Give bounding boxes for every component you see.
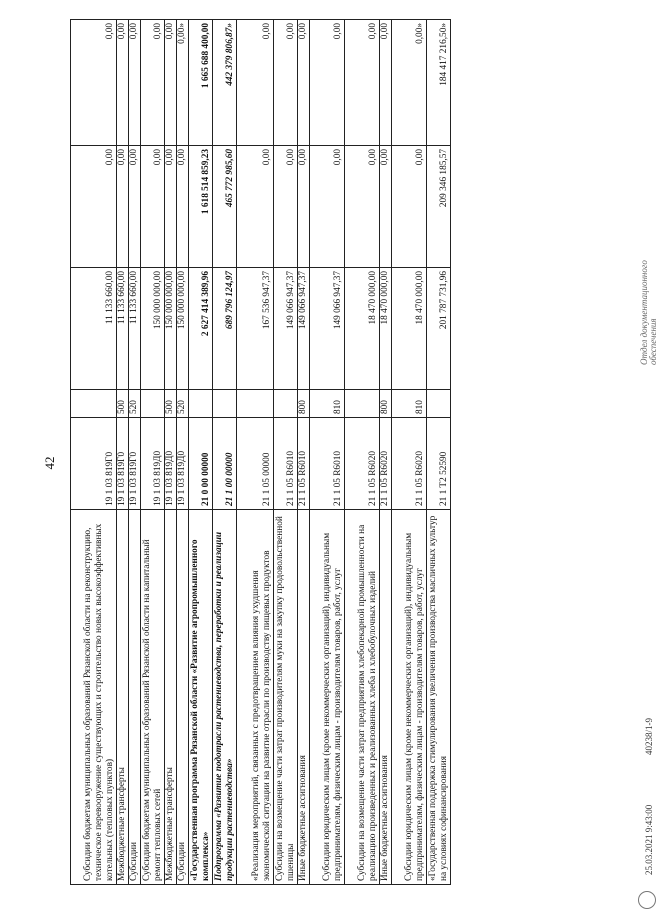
row-amount-year3: 0,00 — [345, 20, 380, 146]
row-amount-year2: 0,00 — [141, 146, 165, 268]
table-row — [427, 20, 451, 885]
row-amount-year2: 1 618 514 859,23 — [189, 146, 213, 268]
row-expense-type: 800 — [298, 390, 310, 418]
row-amount-year1: 18 470 000,00 — [380, 268, 392, 390]
row-expense-type — [274, 390, 298, 418]
row-amount-year1: 689 796 124,97 — [213, 268, 237, 390]
page-number: 42 — [42, 456, 57, 470]
row-code: 21 1 05 R6010 — [274, 418, 298, 510]
row-amount-year3: 0,00 — [380, 20, 392, 146]
row-name: Субсидии бюджетам муниципальных образований Рязанской области на капитальный ремонт тепловых сетей — [141, 510, 165, 885]
row-amount-year2: 0,00 — [392, 146, 427, 268]
table-row — [165, 20, 177, 885]
row-amount-year2: 465 772 985,60 — [213, 146, 237, 268]
row-code: 21 1 00 00000 — [213, 418, 237, 510]
row-amount-year1: 18 470 000,00 — [392, 268, 427, 390]
row-amount-year1: 11 133 660,00 — [71, 268, 117, 390]
row-expense-type — [71, 390, 117, 418]
table-row — [189, 20, 213, 885]
row-code: 21 1 05 00000 — [237, 418, 274, 510]
department-stamp: Отдел документационного обеспечения — [639, 260, 658, 365]
row-amount-year1: 2 627 414 389,96 — [189, 268, 213, 390]
row-name: Субсидии на возмещение части затрат предприятиям хлебопекарной промышленности на реализацию произведенных и реализованных хлеба и хлебобулочных изделий — [345, 510, 380, 885]
row-expense-type: 810 — [310, 390, 345, 418]
row-expense-type: 500 — [165, 390, 177, 418]
row-amount-year2: 0,00 — [380, 146, 392, 268]
table-container — [70, 20, 658, 885]
row-amount-year3: 0,00 — [71, 20, 117, 146]
row-amount-year2: 0,00 — [237, 146, 274, 268]
row-amount-year2: 0,00 — [71, 146, 117, 268]
row-code: 19 1 03 819Д0 — [141, 418, 165, 510]
row-name: Подпрограмма «Развитие подотрасли растениеводства, переработки и реализации продукции растениеводства» — [213, 510, 237, 885]
row-amount-year1: 18 470 000,00 — [345, 268, 380, 390]
row-amount-year3: 0,00» — [392, 20, 427, 146]
row-amount-year2: 0,00 — [298, 146, 310, 268]
row-code: 19 1 03 819Г0 — [129, 418, 141, 510]
table-row — [310, 20, 345, 885]
row-amount-year3: 0,00 — [237, 20, 274, 146]
row-amount-year3: 0,00 — [141, 20, 165, 146]
row-name: Субсидии бюджетам муниципальных образований Рязанской области на реконструкцию, техническое перевооружение существующих и строительство новых высокоэффективных котельных (тепловых пунктов) — [71, 510, 117, 885]
row-expense-type — [345, 390, 380, 418]
row-amount-year3: 0,00 — [310, 20, 345, 146]
row-name: Субсидии юридическим лицам (кроме некоммерческих организаций), индивидуальным предпринимателям, физическим лицам - производителям товаров, работ, услуг — [310, 510, 345, 885]
row-amount-year3: 0,00 — [129, 20, 141, 146]
document-logo-icon — [638, 891, 656, 909]
rotated-page-content — [70, 20, 658, 885]
row-expense-type — [427, 390, 451, 418]
row-code: 19 1 03 819Д0 — [165, 418, 177, 510]
row-code: 21 1 05 R6010 — [310, 418, 345, 510]
row-code: 19 1 03 819Д0 — [177, 418, 189, 510]
budget-table — [70, 19, 451, 885]
row-name: Субсидии — [129, 510, 141, 885]
table-row — [345, 20, 380, 885]
table-row — [129, 20, 141, 885]
table-row — [71, 20, 117, 885]
row-code: 21 1 05 R6020 — [380, 418, 392, 510]
row-code: 21 1 05 R6020 — [345, 418, 380, 510]
row-amount-year3: 0,00» — [177, 20, 189, 146]
table-row — [117, 20, 129, 885]
row-expense-type: 520 — [129, 390, 141, 418]
row-name: Межбюджетные трансферты — [117, 510, 129, 885]
row-code: 19 1 03 819Г0 — [71, 418, 117, 510]
row-code: 21 0 00 00000 — [189, 418, 213, 510]
row-amount-year2: 0,00 — [117, 146, 129, 268]
row-name: «Государственная поддержка стимулирования увеличения производства масличных культур на условиях софинансирования — [427, 510, 451, 885]
row-amount-year1: 150 000 000,00 — [141, 268, 165, 390]
table-row — [298, 20, 310, 885]
row-name: «Государственная программа Рязанской области «Развитие агропромышленного комплекса» — [189, 510, 213, 885]
row-amount-year3: 0,00 — [298, 20, 310, 146]
row-amount-year3: 1 665 688 400,00 — [189, 20, 213, 146]
row-name: Иные бюджетные ассигнования — [380, 510, 392, 885]
table-row — [177, 20, 189, 885]
row-amount-year1: 150 000 000,00 — [177, 268, 189, 390]
row-code: 19 1 03 819Г0 — [117, 418, 129, 510]
row-amount-year2: 0,00 — [310, 146, 345, 268]
row-amount-year3: 0,00 — [165, 20, 177, 146]
row-expense-type: 800 — [380, 390, 392, 418]
row-name: Субсидии юридическим лицам (кроме некоммерческих организаций), индивидуальным предпринимателям, физическим лицам - производителям товаров, работ, услуг — [392, 510, 427, 885]
row-amount-year2: 0,00 — [165, 146, 177, 268]
row-amount-year2: 0,00 — [274, 146, 298, 268]
row-name: Иные бюджетные ассигнования — [298, 510, 310, 885]
row-amount-year1: 11 133 660,00 — [129, 268, 141, 390]
footer-doc-id: 40238/1-9 — [644, 718, 654, 755]
table-row — [392, 20, 427, 885]
row-name: Субсидии на возмещение части затрат производителям муки на закупку продовольственной пшеницы — [274, 510, 298, 885]
row-amount-year1: 149 066 947,37 — [298, 268, 310, 390]
table-row — [141, 20, 165, 885]
row-amount-year1: 201 787 731,96 — [427, 268, 451, 390]
row-expense-type — [213, 390, 237, 418]
table-row — [237, 20, 274, 885]
row-expense-type — [237, 390, 274, 418]
table-row — [380, 20, 392, 885]
footer-timestamp: 25.03.2021 9:43:00 — [644, 804, 654, 875]
row-amount-year1: 149 066 947,37 — [274, 268, 298, 390]
row-amount-year3: 184 417 216,50» — [427, 20, 451, 146]
row-amount-year2: 0,00 — [345, 146, 380, 268]
row-amount-year3: 442 379 806,87» — [213, 20, 237, 146]
table-row — [274, 20, 298, 885]
row-name: Субсидии — [177, 510, 189, 885]
row-expense-type: 500 — [117, 390, 129, 418]
row-code: 21 1 05 R6020 — [392, 418, 427, 510]
row-expense-type — [141, 390, 165, 418]
row-name: «Реализация мероприятий, связанных с предотвращением влияния ухудшения экономической ситуации на развитие отрасли по производству пищевых продуктов — [237, 510, 274, 885]
row-amount-year2: 0,00 — [129, 146, 141, 268]
row-expense-type — [189, 390, 213, 418]
row-amount-year1: 149 066 947,37 — [310, 268, 345, 390]
row-amount-year1: 150 000 000,00 — [165, 268, 177, 390]
row-code: 21 1 T2 52590 — [427, 418, 451, 510]
row-amount-year2: 0,00 — [177, 146, 189, 268]
row-expense-type: 520 — [177, 390, 189, 418]
row-code: 21 1 05 R6010 — [298, 418, 310, 510]
row-expense-type: 810 — [392, 390, 427, 418]
row-name: Межбюджетные трансферты — [165, 510, 177, 885]
table-row — [213, 20, 237, 885]
row-amount-year1: 167 536 947,37 — [237, 268, 274, 390]
row-amount-year3: 0,00 — [117, 20, 129, 146]
row-amount-year2: 209 346 185,57 — [427, 146, 451, 268]
row-amount-year3: 0,00 — [274, 20, 298, 146]
row-amount-year1: 11 133 660,00 — [117, 268, 129, 390]
